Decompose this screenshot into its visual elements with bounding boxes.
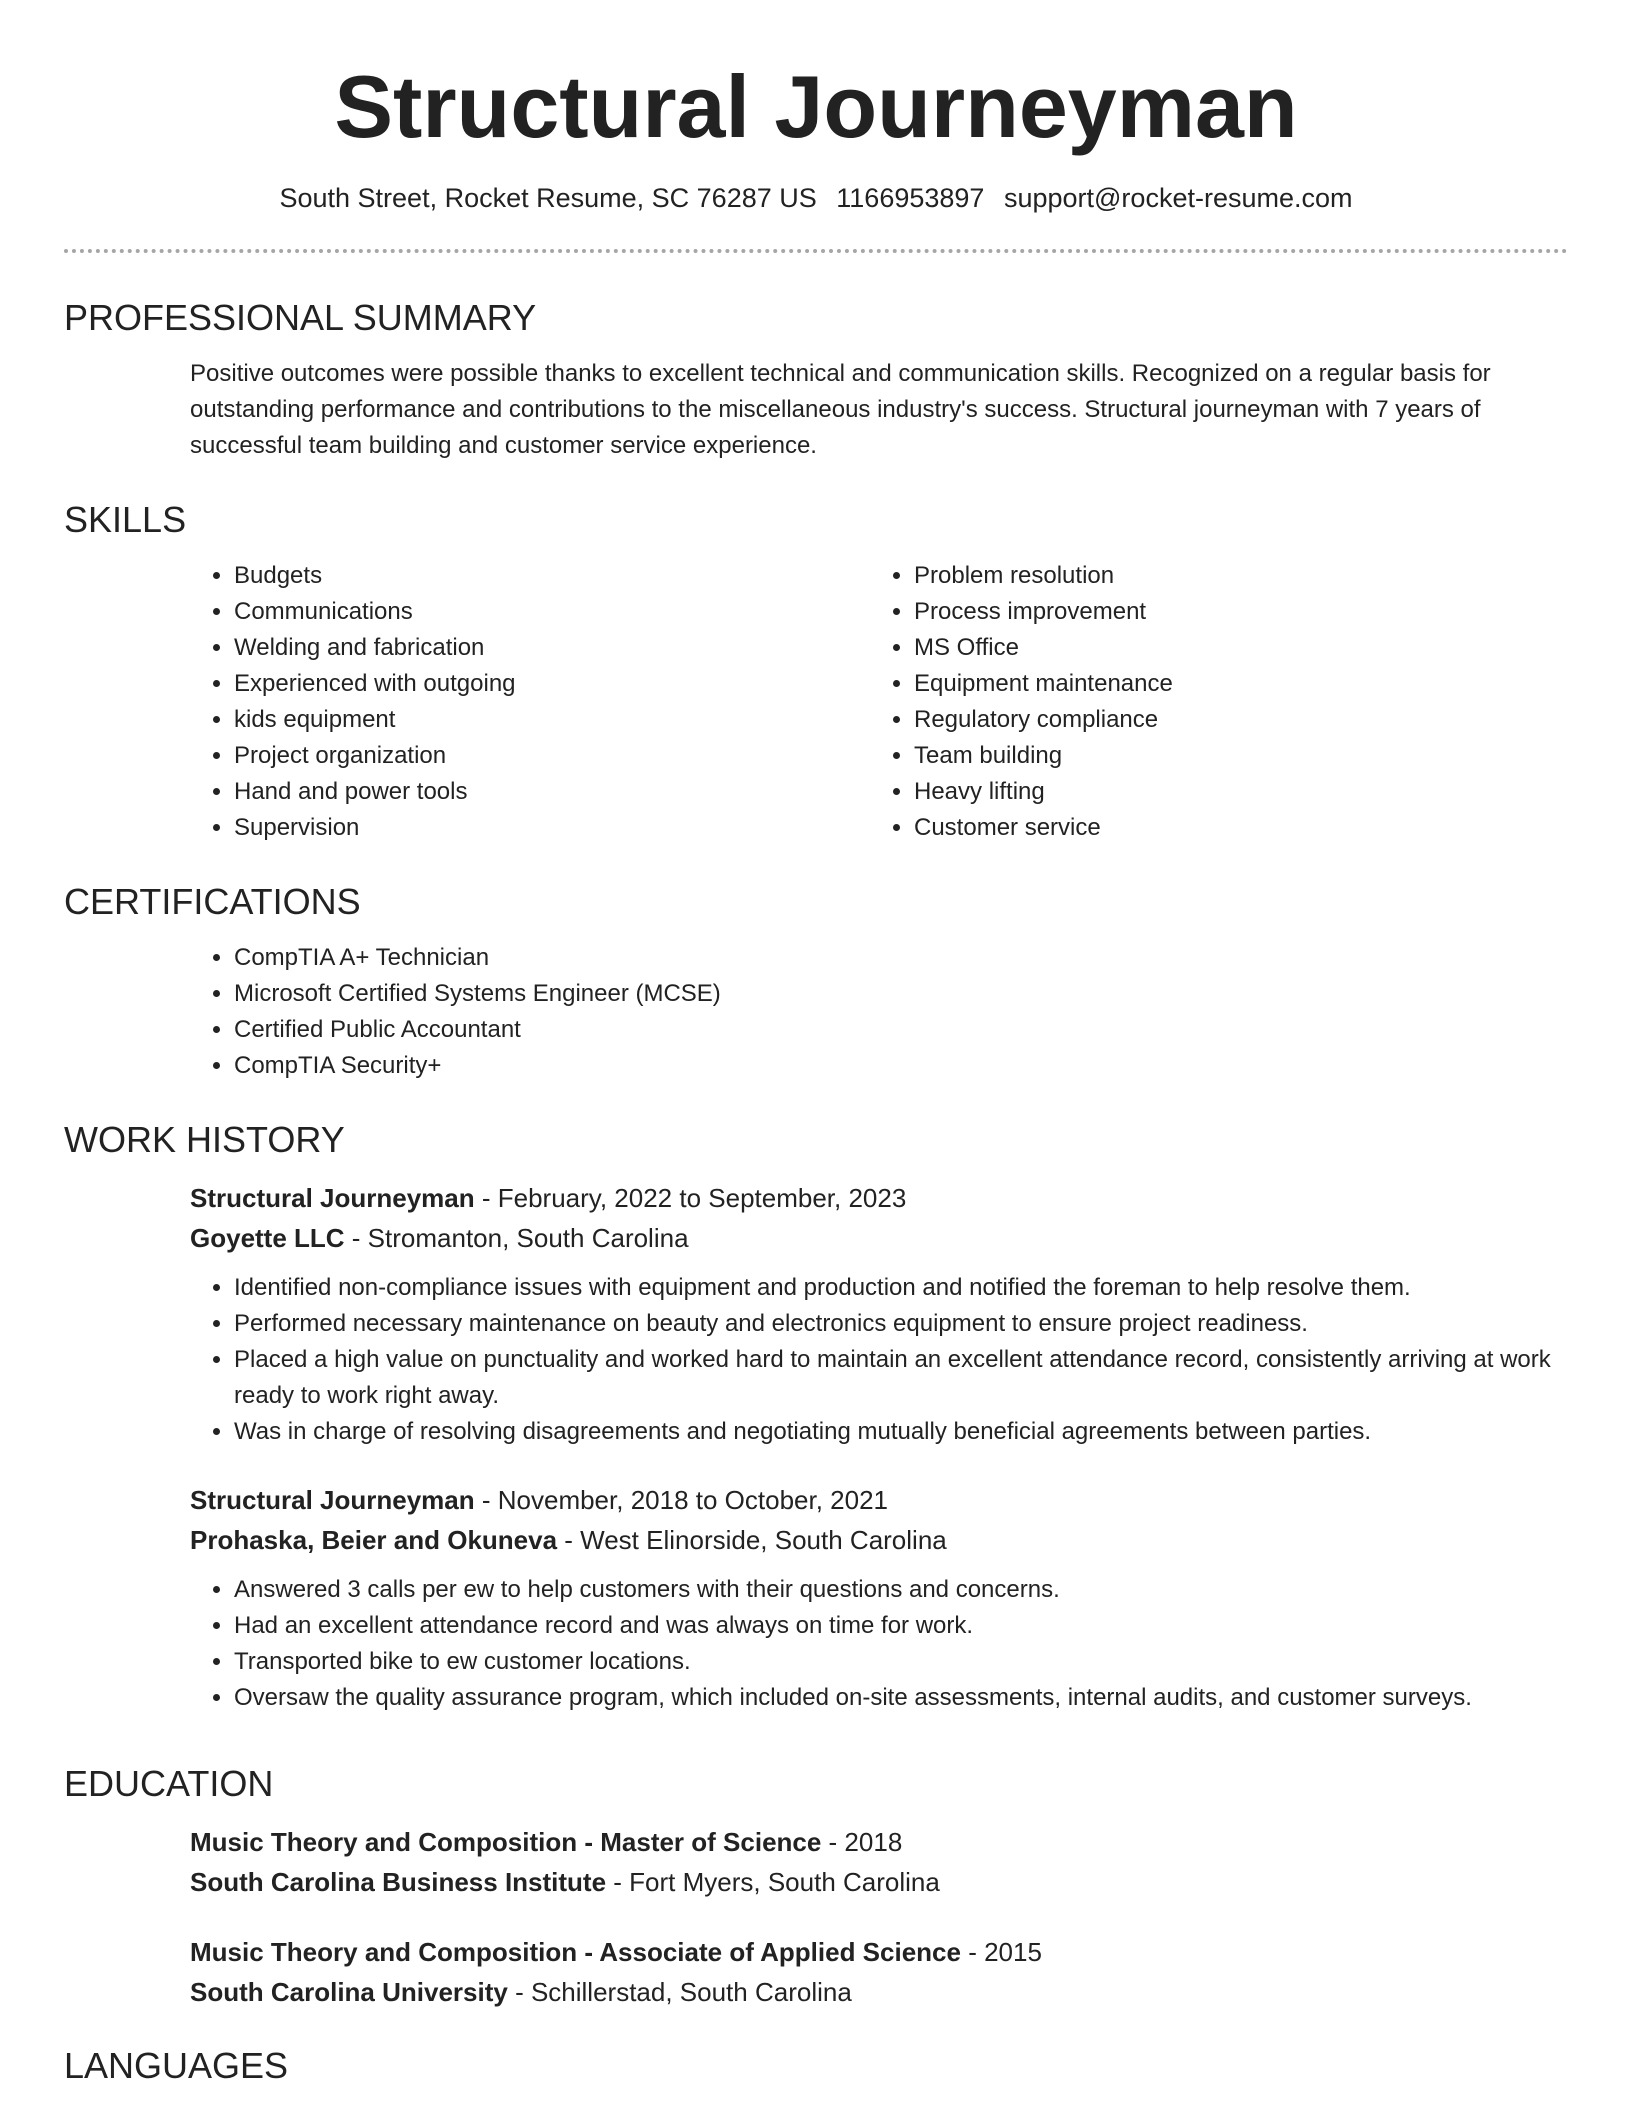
job-dates: - February, 2022 to September, 2023 (474, 1183, 907, 1213)
summary-text: Positive outcomes were possible thanks to excellent technical and communication skills. Recognized on a regular basis for outstanding performance and contributions to the miscellaneous industry's success. Structural journeyman with 7 years of successful team building and customer service experience. (190, 360, 1491, 459)
education-school-line (190, 1862, 1568, 1902)
job-title: Structural Journeyman (190, 1485, 475, 1515)
candidate-name: Structural Journeyman (334, 57, 1298, 156)
skill-item: • kids equipment (234, 702, 870, 738)
job-company-line (190, 1218, 1568, 1258)
job-bullet: • Answered 3 calls per ew to help customers with their questions and concerns. (234, 1572, 1568, 1608)
skill-item: • Budgets (234, 558, 870, 594)
job-bullet: • Had an excellent attendance record and was always on time for work. (234, 1608, 1568, 1644)
education-degree: Music Theory and Composition - Associate of Applied Science (190, 1937, 961, 1967)
work-history-heading: WORK HISTORY (64, 1119, 345, 1160)
education-degree-line (190, 1822, 1568, 1862)
education-heading: EDUCATION (64, 1763, 274, 1804)
skill-item: • Equipment maintenance (914, 666, 1550, 702)
certification-item: • CompTIA A+ Technician (234, 940, 1568, 976)
job-bullet: • Identified non-compliance issues with equipment and production and notified the foreman to help resolve them. (234, 1270, 1568, 1306)
certification-item: • Microsoft Certified Systems Engineer (MCSE) (234, 976, 1568, 1012)
education-year: - 2018 (821, 1827, 903, 1857)
skill-item: • Communications (234, 594, 870, 630)
education-year: - 2015 (960, 1937, 1042, 1967)
skill-item: • Project organization (234, 738, 870, 774)
education-degree-line (190, 1932, 1568, 1972)
education-entry (190, 1932, 1568, 2012)
summary-section (64, 296, 1568, 464)
education-degree: Music Theory and Composition - Master of Science (190, 1827, 822, 1857)
education-school: South Carolina University (190, 1977, 508, 2007)
job-bullet: • Transported bike to ew customer locations. (234, 1644, 1568, 1680)
job-title-line (190, 1480, 1568, 1520)
education-location: - Fort Myers, South Carolina (606, 1867, 940, 1897)
job-title-line (190, 1178, 1568, 1218)
certifications-list (190, 940, 1568, 1084)
job-bullets (190, 1572, 1568, 1716)
skill-item: • Problem resolution (914, 558, 1550, 594)
skills-heading: SKILLS (64, 499, 187, 540)
skills-list-left (190, 558, 870, 846)
skill-item: • MS Office (914, 630, 1550, 666)
skill-item: • Customer service (914, 810, 1550, 846)
education-section (64, 1762, 1568, 2012)
job-location: - Stromanton, South Carolina (344, 1223, 689, 1253)
job-bullet: • Performed necessary maintenance on beauty and electronics equipment to ensure project readiness. (234, 1306, 1568, 1342)
job-dates: - November, 2018 to October, 2021 (474, 1485, 888, 1515)
contact-address: South Street, Rocket Resume, SC 76287 US (279, 183, 817, 213)
job-location: - West Elinorside, South Carolina (557, 1525, 947, 1555)
skill-item: • Process improvement (914, 594, 1550, 630)
skill-item: • Heavy lifting (914, 774, 1550, 810)
summary-heading: PROFESSIONAL SUMMARY (64, 297, 537, 338)
education-entry (190, 1822, 1568, 1902)
certification-item: • CompTIA Security+ (234, 1048, 1568, 1084)
languages-section (64, 2044, 1568, 2088)
contact-line (0, 178, 1632, 218)
education-school: South Carolina Business Institute (190, 1867, 607, 1897)
skills-section (64, 498, 1568, 846)
job-bullet: • Placed a high value on punctuality and worked hard to maintain an excellent attendance record, consistently arriving at work ready to work right away. (234, 1342, 1568, 1414)
skill-item: • Regulatory compliance (914, 702, 1550, 738)
job-bullet: • Was in charge of resolving disagreements and negotiating mutually beneficial agreements between parties. (234, 1414, 1568, 1450)
work-history-section (64, 1118, 1568, 1716)
education-school-line (190, 1972, 1568, 2012)
skill-item: • Hand and power tools (234, 774, 870, 810)
skill-item: • Supervision (234, 810, 870, 846)
languages-heading: LANGUAGES (64, 2045, 289, 2086)
job-company: Prohaska, Beier and Okuneva (190, 1525, 558, 1555)
education-location: - Schillerstad, South Carolina (507, 1977, 852, 2007)
certifications-heading: CERTIFICATIONS (64, 881, 361, 922)
job-entry (190, 1178, 1568, 1450)
job-company-line (190, 1520, 1568, 1560)
job-bullets (190, 1270, 1568, 1450)
job-title: Structural Journeyman (190, 1183, 475, 1213)
contact-email: support@rocket-resume.com (1003, 183, 1353, 213)
job-company: Goyette LLC (190, 1223, 345, 1253)
skill-item: • Team building (914, 738, 1550, 774)
skill-item: • Experienced with outgoing (234, 666, 870, 702)
certification-item: • Certified Public Accountant (234, 1012, 1568, 1048)
skill-item: • Welding and fabrication (234, 630, 870, 666)
header-divider (64, 249, 1568, 253)
contact-phone: 1166953897 (836, 183, 985, 213)
certifications-section (64, 880, 1568, 1084)
job-bullet: • Oversaw the quality assurance program, which included on-site assessments, internal audits, and customer surveys. (234, 1680, 1568, 1716)
skills-list-right (870, 558, 1550, 846)
job-entry (190, 1480, 1568, 1716)
